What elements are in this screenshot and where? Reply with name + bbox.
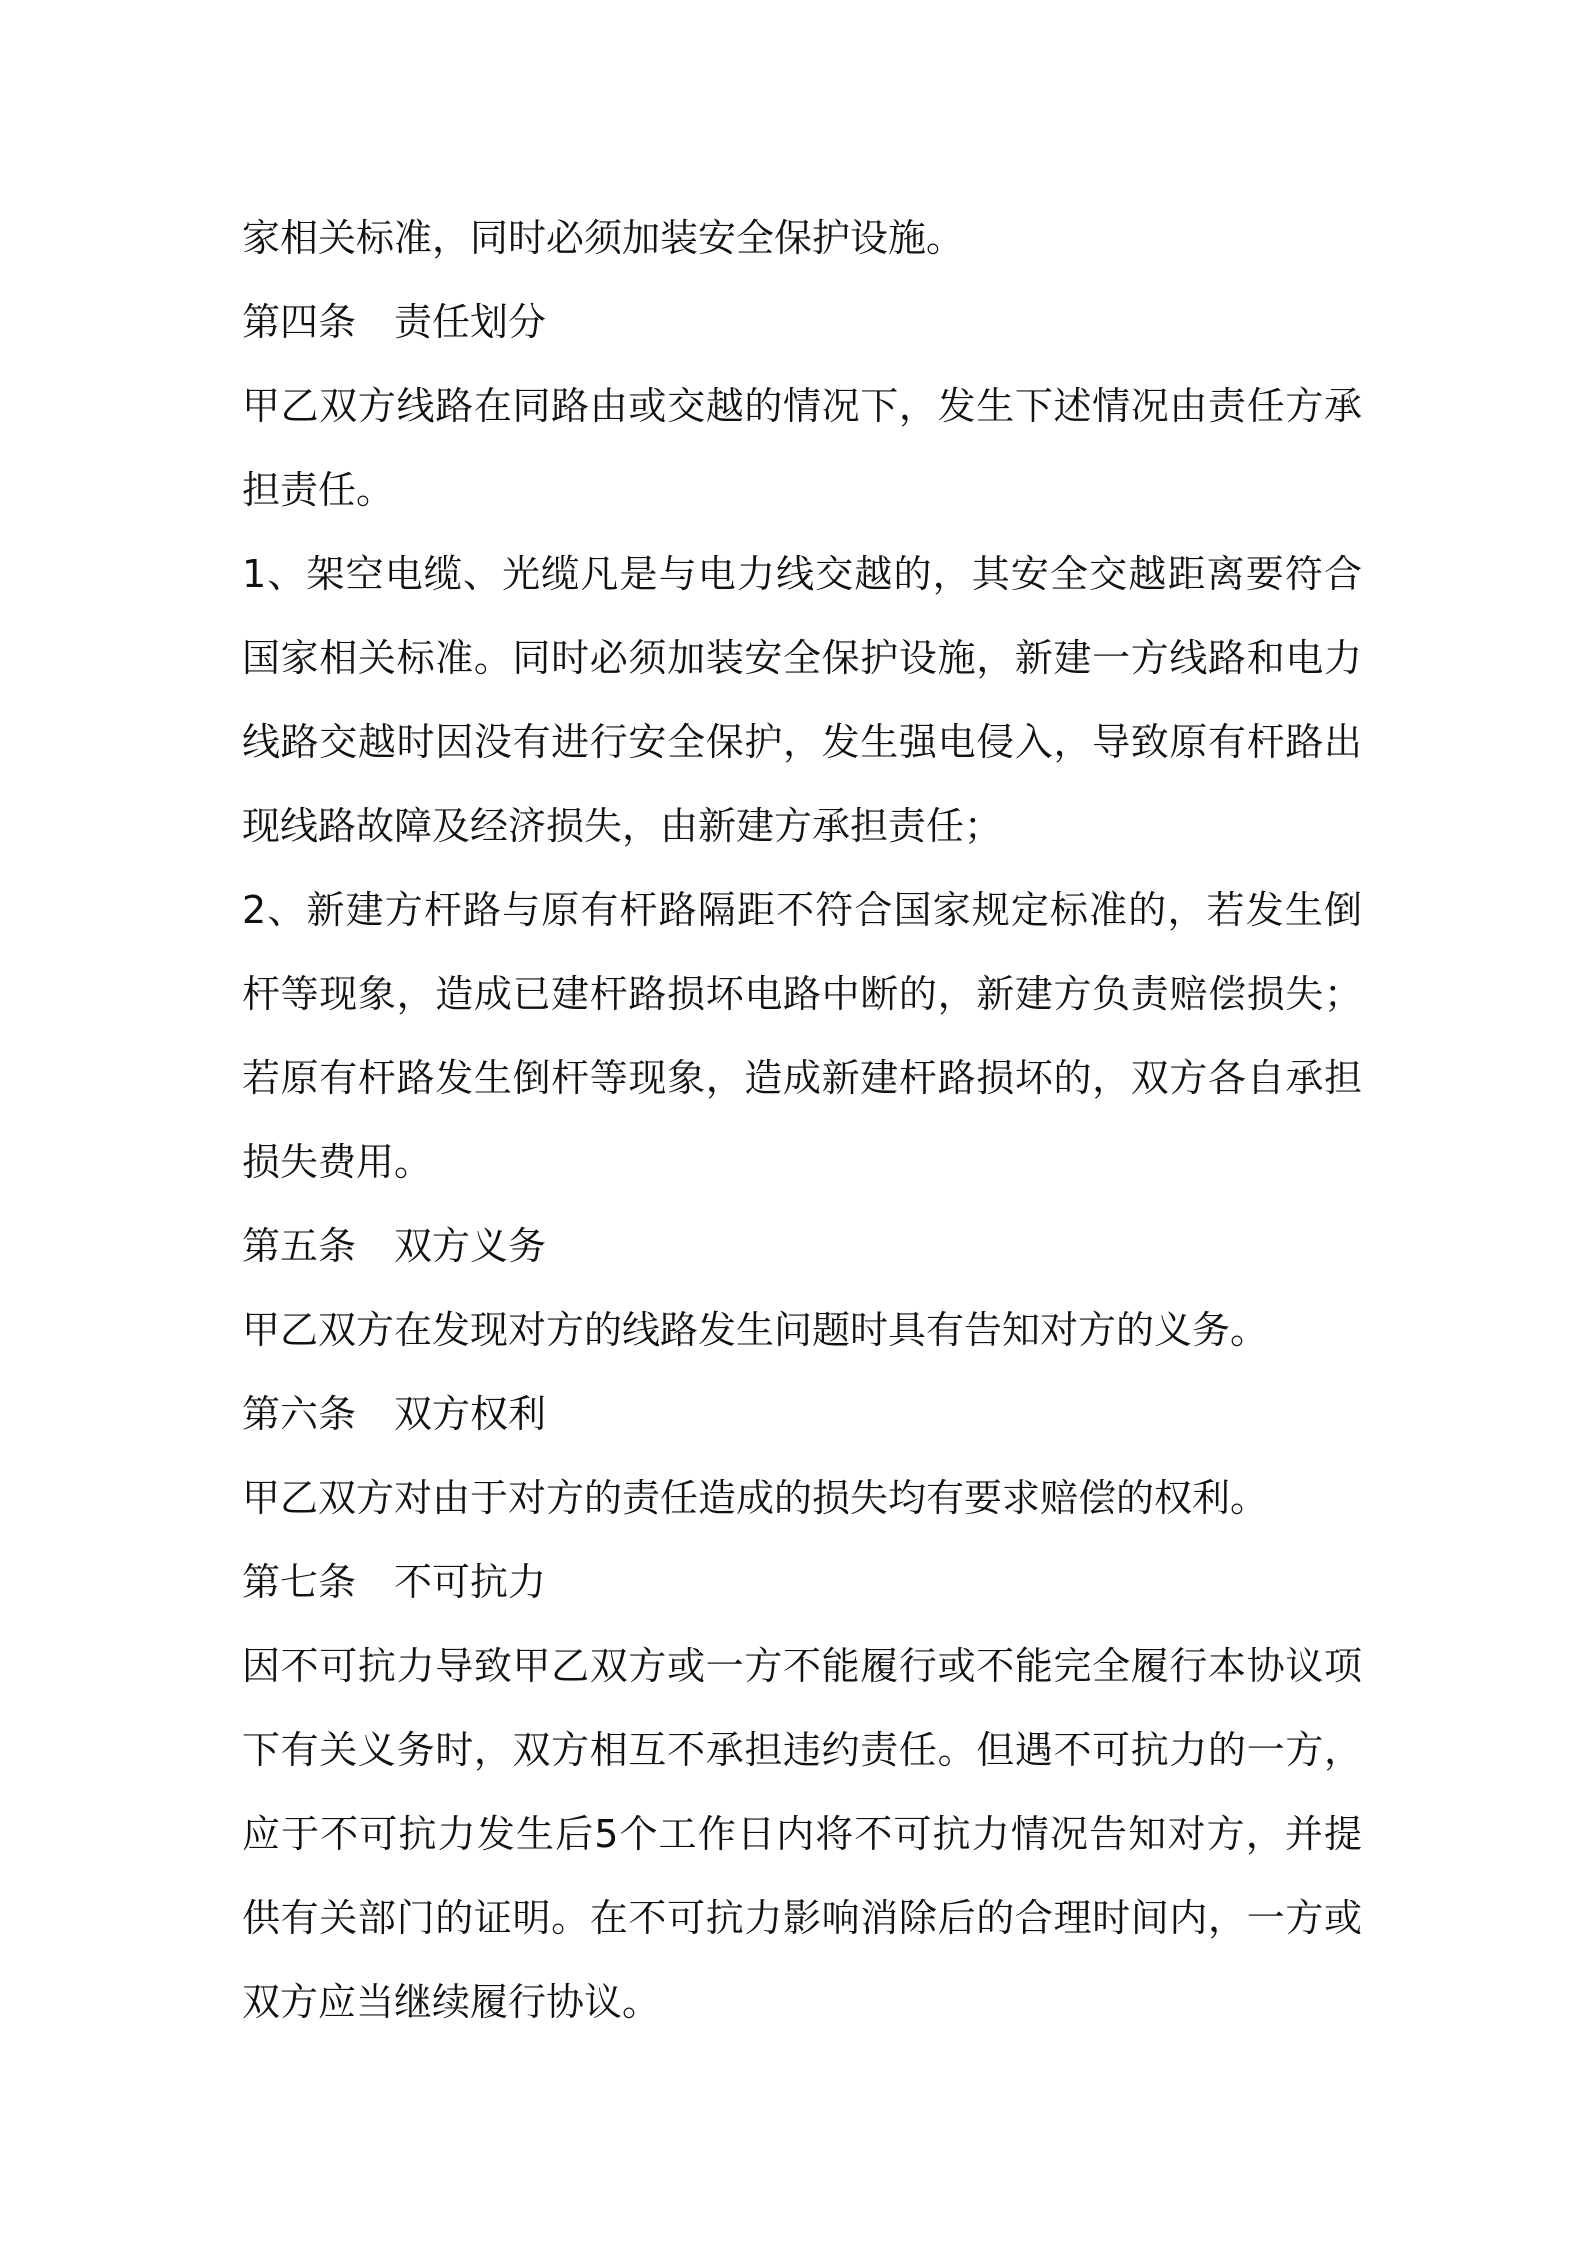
section-title: 双方权利 — [394, 1392, 547, 1436]
document-body — [242, 196, 1362, 2044]
section-number: 第七条 — [242, 1560, 357, 1604]
section-number: 第六条 — [242, 1392, 357, 1436]
section-title: 双方义务 — [394, 1224, 547, 1268]
section-4-item-2: 2、新建方杆路与原有杆路隔距不符合国家规定标准的，若发生倒杆等现象，造成已建杆路损坏电路中断的，新建方负责赔偿损失；若原有杆路发生倒杆等现象，造成新建杆路损坏的，双方各自承担损失费用。 — [242, 888, 1362, 1184]
paragraph-continuation: 家相关标准，同时必须加装安全保护设施。 — [242, 216, 965, 260]
section-4-intro: 甲乙双方线路在同路由或交越的情况下，发生下述情况由责任方承担责任。 — [242, 384, 1362, 512]
section-title: 不可抗力 — [394, 1560, 547, 1604]
section-7-body: 因不可抗力导致甲乙双方或一方不能履行或不能完全履行本协议项下有关义务时，双方相互不承担违约责任。但遇不可抗力的一方，应于不可抗力发生后5个工作日内将不可抗力情况告知对方，并提供有关部门的证明。在不可抗力影响消除后的合理时间内，一方或双方应当继续履行协议。 — [242, 1644, 1362, 2024]
section-title: 责任划分 — [394, 300, 547, 344]
section-4-item-1: 1、架空电缆、光缆凡是与电力线交越的，其安全交越距离要符合国家相关标准。同时必须加装安全保护设施，新建一方线路和电力线路交越时因没有进行安全保护，发生强电侵入，导致原有杆路出现线路故障及经济损失，由新建方承担责任； — [242, 552, 1362, 848]
section-5-body: 甲乙双方在发现对方的线路发生问题时具有告知对方的义务。 — [242, 1308, 1269, 1352]
section-number: 第五条 — [242, 1224, 357, 1268]
section-heading-5 — [242, 1204, 1362, 1288]
section-6-body: 甲乙双方对由于对方的责任造成的损失均有要求赔偿的权利。 — [242, 1476, 1269, 1520]
section-heading-4 — [242, 280, 1362, 364]
section-heading-6 — [242, 1372, 1362, 1456]
section-heading-7 — [242, 1540, 1362, 1624]
section-number: 第四条 — [242, 300, 357, 344]
